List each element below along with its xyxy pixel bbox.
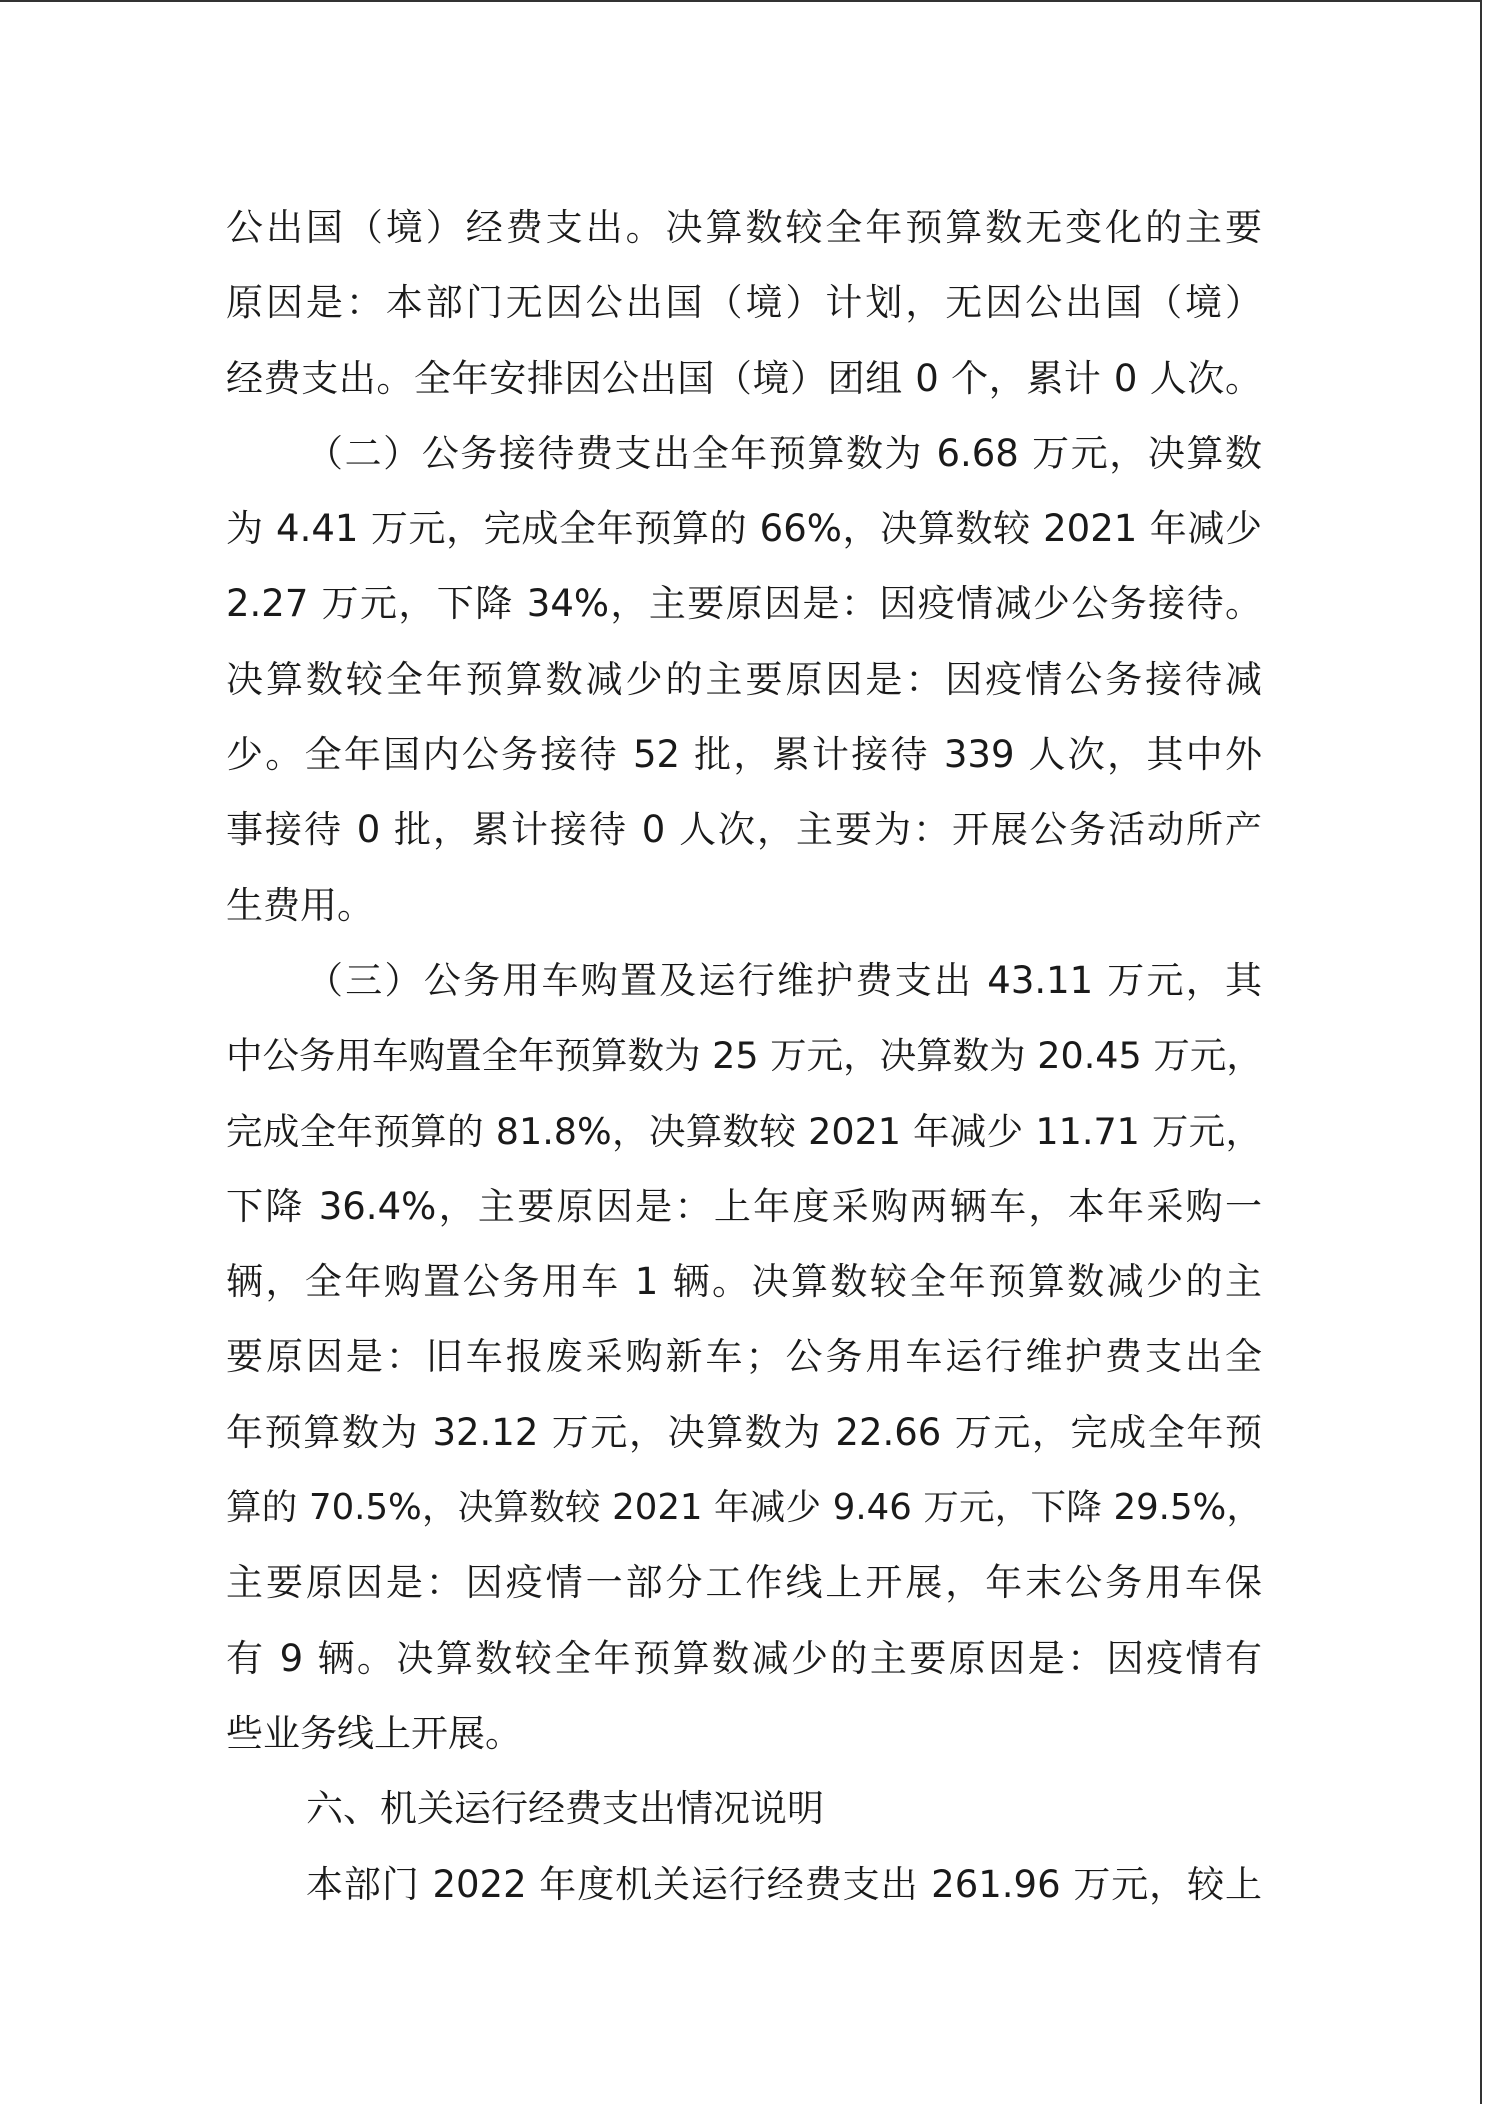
text-line: 算的 70.5%，决算数较 2021 年减少 9.46 万元，下降 29.5%，: [226, 1487, 1262, 1529]
section-heading: 六、机关运行经费支出情况说明: [306, 1787, 824, 1831]
text-line: 决算数较全年预算数减少的主要原因是：因疫情公务接待减: [226, 657, 1262, 701]
body-text: [226, 190, 1262, 1922]
text-line: 公出国（境）经费支出。决算数较全年预算数无变化的主要: [226, 206, 1262, 249]
text-line: 主要原因是：因疫情一部分工作线上开展，年末公务用车保: [226, 1561, 1262, 1605]
text-line: 事接待 0 批，累计接待 0 人次，主要为：开展公务活动所产: [226, 808, 1262, 852]
text-line: 要原因是：旧车报废采购新车；公务用车运行维护费支出全: [226, 1335, 1262, 1379]
text-line: 为 4.41 万元，完成全年预算的 66%，决算数较 2021 年减少: [226, 507, 1262, 551]
text-line: 2.27 万元，下降 34%，主要原因是：因疫情减少公务接待。: [226, 582, 1262, 626]
paragraph-heading-line: （三）公务用车购置及运行维护费支出 43.11 万元，其: [306, 958, 1262, 1002]
text-line: 完成全年预算的 81.8%，决算数较 2021 年减少 11.71 万元，: [226, 1109, 1262, 1153]
text-line: 有 9 辆。决算数较全年预算数减少的主要原因是：因疫情有: [226, 1636, 1262, 1680]
text-line: 生费用。: [226, 883, 374, 927]
text-line: 些业务线上开展。: [226, 1711, 522, 1755]
text-line: 下降 36.4%，主要原因是：上年度采购两辆车，本年采购一: [226, 1184, 1262, 1228]
paragraph-heading-line: （二）公务接待费支出全年预算数为 6.68 万元，决算数: [306, 431, 1262, 475]
text-line: 年预算数为 32.12 万元，决算数为 22.66 万元，完成全年预: [226, 1410, 1262, 1454]
text-line: 辆，全年购置公务用车 1 辆。决算数较全年预算数减少的主: [226, 1260, 1262, 1304]
text-line: 少。全年国内公务接待 52 批，累计接待 339 人次，其中外: [226, 733, 1262, 777]
text-line: 原因是：本部门无因公出国（境）计划，无因公出国（境）: [226, 281, 1262, 325]
text-line: 经费支出。全年安排因公出国（境）团组 0 个，累计 0 人次。: [226, 356, 1262, 400]
paragraph-heading-line: 本部门 2022 年度机关运行经费支出 261.96 万元，较上: [306, 1862, 1262, 1906]
text-line: 中公务用车购置全年预算数为 25 万元，决算数为 20.45 万元，: [226, 1034, 1263, 1078]
